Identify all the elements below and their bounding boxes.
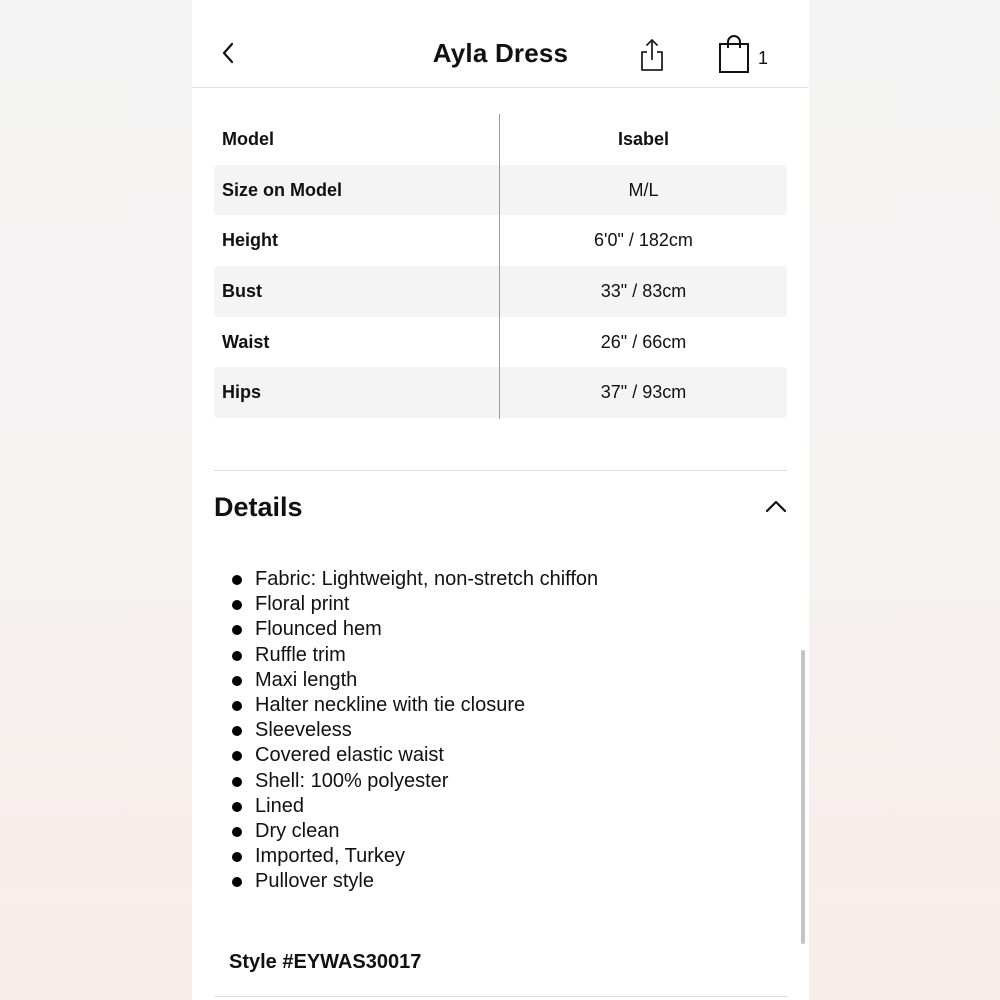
list-item: Halter neckline with tie closure: [232, 693, 598, 718]
share-button[interactable]: [638, 38, 666, 72]
style-number: Style #EYWAS30017: [229, 951, 422, 973]
shopping-bag-icon: [718, 34, 750, 74]
table-row: [214, 165, 787, 216]
list-item: Flounced hem: [232, 617, 598, 642]
list-item: Covered elastic waist: [232, 743, 598, 768]
list-item: Sleeveless: [232, 718, 598, 743]
row-value: 37" / 93cm: [600, 382, 687, 403]
product-screen: [192, 0, 809, 1000]
list-item: Fabric: Lightweight, non-stretch chiffon: [232, 567, 598, 592]
scrollbar[interactable]: [801, 650, 805, 944]
details-heading[interactable]: Details: [214, 492, 303, 522]
table-row: [214, 317, 787, 368]
model-size-table: [214, 114, 787, 418]
page-title: Ayla Dress: [432, 38, 569, 68]
share-icon: [638, 38, 666, 72]
section-divider: [214, 996, 787, 997]
row-value: 6'0" / 182cm: [594, 230, 693, 251]
top-nav-bar: [192, 0, 809, 88]
row-label: Model: [222, 128, 274, 149]
row-value: M/L: [628, 179, 659, 200]
list-item: Dry clean: [232, 819, 598, 844]
table-row: [214, 367, 787, 418]
list-item: Pullover style: [232, 869, 598, 894]
section-divider: [214, 470, 787, 471]
row-label: Hips: [222, 382, 262, 403]
cart-button[interactable]: [718, 34, 750, 74]
list-item: Shell: 100% polyester: [232, 769, 598, 794]
table-row: [214, 215, 787, 266]
table-column-divider: [499, 114, 500, 419]
cart-count-badge: 1: [758, 48, 769, 68]
table-row: [214, 114, 787, 165]
list-item: Floral print: [232, 592, 598, 617]
row-label: Waist: [222, 331, 270, 352]
table-row: [214, 266, 787, 317]
details-list: [232, 567, 598, 895]
list-item: Ruffle trim: [232, 643, 598, 668]
row-value: 26" / 66cm: [600, 331, 687, 352]
row-label: Bust: [222, 280, 262, 301]
chevron-up-icon: [764, 496, 788, 516]
list-item: Maxi length: [232, 668, 598, 693]
row-value: 33" / 83cm: [600, 280, 687, 301]
row-label: Size on Model: [222, 179, 343, 200]
details-collapse-button[interactable]: [764, 496, 788, 516]
list-item: Lined: [232, 794, 598, 819]
list-item: Imported, Turkey: [232, 844, 598, 869]
row-label: Height: [222, 230, 278, 251]
row-value: Isabel: [617, 128, 670, 149]
